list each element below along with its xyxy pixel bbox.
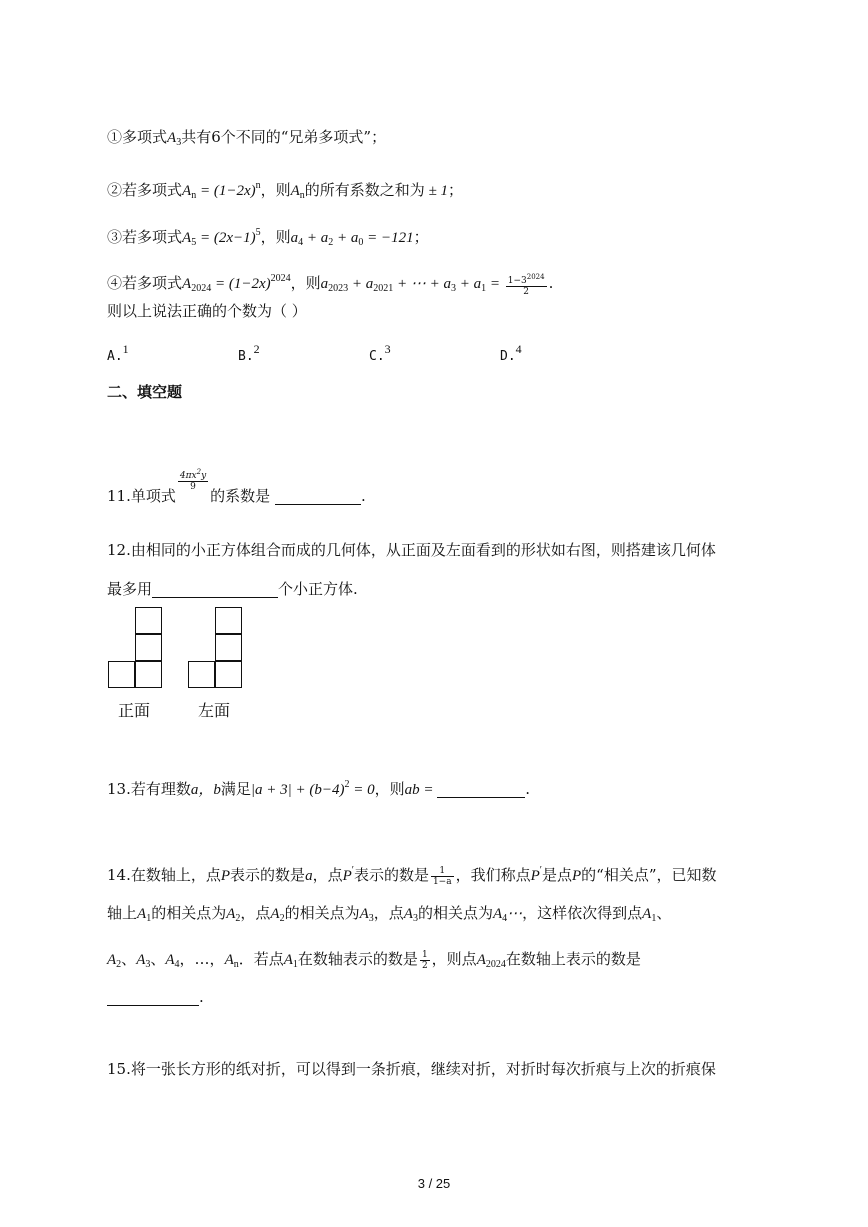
grid-cell [135,661,162,688]
text: 若有理数 [130,780,191,798]
question-number: 14. [107,866,131,884]
math-A4: $A_4$ [165,952,180,970]
grid-cell [215,607,242,634]
text: 、 [121,950,137,968]
fraction: $\frac{1}{2}$ [421,949,428,971]
math-odd-sum: $a_{2023} + a_{2021}$ + ⋯ + $a_3 + a_1$ = [320,276,504,294]
math-ab: a，b [190,782,221,798]
statement-2 [107,175,463,207]
text: 在数轴上，点 [130,866,221,884]
math-P-prime: P′ [530,865,542,884]
section-title: 二、填空题 [107,383,183,401]
math-a: a [305,868,313,884]
question-14-line1 [107,860,717,887]
option-value: 1 [122,342,129,356]
option-value: 3 [384,342,391,356]
text: 共有6个不同的“兄弟多项式”； [181,128,387,146]
page-number: 3 / 25 [417,1176,451,1191]
math-A2: $A_2$ [270,906,285,924]
math-pm1: ± 1 [424,183,449,199]
math-An-def: $A_n = (1-2x)^n$ [182,180,261,201]
text: 表示的数是 [230,866,306,884]
math-A2: $A_2$ [107,952,122,970]
text: ，我们称点 [455,866,531,884]
question-14-line2 [107,902,671,930]
text: 若多项式 [122,274,183,292]
option-value: 4 [515,342,522,356]
math-A5-def: $A_5 = (2x-1)^5$ [182,227,261,248]
fraction: $\frac{1-3^{2024}}{2}$ [507,272,545,297]
option-value: 2 [253,342,260,356]
option-b[interactable] [238,342,260,364]
question-14-line4 [107,986,204,1008]
math-A2024: $A_{2024}$ [476,952,506,970]
text: . [199,988,204,1006]
question-14-line3 [107,948,641,976]
marker: ② [107,181,123,199]
option-letter: C. [369,349,385,364]
math-A1: $A_1$ [283,952,298,970]
option-c[interactable] [369,342,391,364]
question-number: 13. [107,780,131,798]
text: ，则 [260,228,291,246]
text: 轴上 [107,904,138,922]
answer-blank[interactable] [437,781,525,798]
text: ，则 [290,274,321,292]
text: 满足 [220,780,251,798]
question-12-line2 [107,578,358,600]
text: 个小正方体. [278,580,358,598]
text: 的相关点为 [151,904,227,922]
text: ； [448,181,464,199]
question-15 [107,1058,716,1080]
option-a[interactable] [107,342,129,364]
text: ，…， [179,950,225,968]
text: . [548,274,554,292]
math-An: $A_n$ [290,183,305,201]
math-A3: $A_3$ [403,906,418,924]
text: 表示的数是 [353,866,429,884]
question-13 [107,774,530,801]
grid-cell [135,607,162,634]
text: 的“相关点”，已知数 [581,866,717,884]
marker: ④ [107,274,123,292]
fraction: $\frac{1}{1-a}$ [432,865,452,887]
math-A3: $A_3$ [167,130,182,148]
text: ，则 [374,780,405,798]
text: 若多项式 [122,228,183,246]
question-line: 则以上说法正确的个数为（ ） [107,302,307,320]
text: 将一张长方形的纸对折，可以得到一条折痕，继续对折，对折时每次折痕与上次的折痕保 [130,1060,716,1078]
option-letter: A. [107,349,123,364]
text: ，则点 [431,950,477,968]
question-number: 12. [107,541,131,559]
math-sum: $a_4 + a_2 + a_0 = -121$ [290,230,414,248]
text: 最多用 [107,580,153,598]
text: 的所有系数之和为 [304,181,425,199]
text: 的系数是 [210,487,271,505]
text: 的相关点为 [284,904,360,922]
math-product: ab = [404,782,438,798]
math-A3: $A_3$ [136,952,151,970]
answer-blank[interactable] [152,581,278,598]
math-P-prime: P′ [342,865,354,884]
text: ； [413,228,429,246]
question-11 [107,467,366,507]
text: ，点 [312,866,343,884]
text: 、 [150,950,166,968]
text: ，点 [240,904,271,922]
question-number: 11. [107,487,131,505]
caption-left: 左面 [198,701,231,720]
monomial-fraction: $\frac{4\pi x^2y}{9}$ [179,468,207,492]
statement-1 [107,126,386,154]
text: . [360,487,366,505]
text: ，这样依次得到点 [522,904,643,922]
text: 单项式 [130,487,176,505]
text: 多项式 [122,128,168,146]
marker: ① [107,128,123,146]
question-12-line1 [107,539,716,561]
math-A1: $A_1$ [137,906,152,924]
question-number: 15. [107,1060,131,1078]
text: ，点 [373,904,404,922]
answer-blank[interactable] [275,488,361,505]
statement-3 [107,222,429,254]
text: 由相同的小正方体组合而成的几何体，从正面及左面看到的形状如右图，则搭建该几何体 [130,541,716,559]
grid-cell [108,661,135,688]
math-P: P [571,868,582,884]
text: ，则 [260,181,291,199]
text: 在数轴上表示的数是 [505,950,641,968]
option-d[interactable] [500,342,522,364]
grid-cell [215,661,242,688]
math-condition: $|a + 3| + (b-4)^2 = 0$ [250,779,375,798]
caption-front: 正面 [118,701,151,720]
text: 在数轴表示的数是 [297,950,418,968]
text: 、 [656,904,672,922]
math-A1: $A_1$ [642,906,657,924]
math-A2: $A_2$ [226,906,241,924]
math-A2024-def: $A_{2024} = (1-2x)^{2024}$ [182,273,291,294]
grid-cell [215,634,242,661]
text: . [525,780,531,798]
math-A4: $A_4\cdots$ [492,906,523,924]
statement-4 [107,268,553,300]
option-letter: D. [500,349,516,364]
grid-cell [135,634,162,661]
grid-cell [188,661,215,688]
marker: ③ [107,228,123,246]
text: 若多项式 [122,181,183,199]
math-P: P [220,868,231,884]
math-A3: $A_3$ [359,906,374,924]
text: 是点 [541,866,572,884]
text: 的相关点为 [417,904,493,922]
answer-blank[interactable] [107,989,199,1006]
math-An: $A_n$ [224,952,239,970]
text: ．若点 [238,950,284,968]
option-letter: B. [238,349,254,364]
